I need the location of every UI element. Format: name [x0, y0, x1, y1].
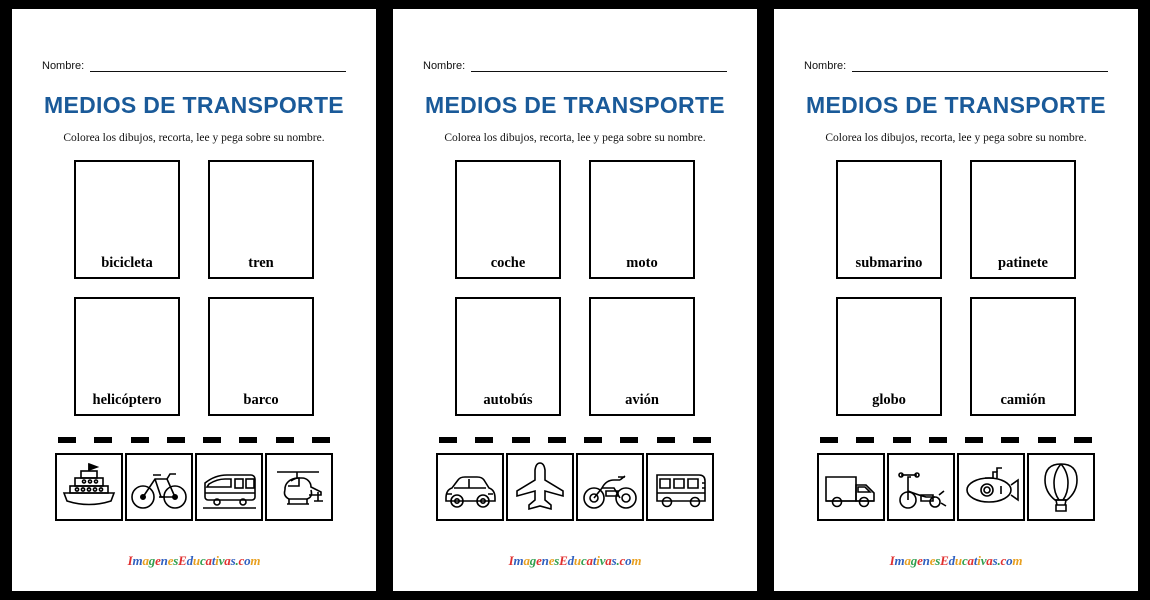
motorcycle-icon[interactable]	[576, 453, 644, 521]
watermark-letter: o	[244, 553, 251, 568]
page-title: MEDIOS DE TRANSPORTE	[806, 92, 1106, 118]
dash-segment	[58, 437, 76, 443]
watermark-letter: c	[238, 553, 245, 568]
dash-segment	[312, 437, 330, 443]
submarine-icon[interactable]	[957, 453, 1025, 521]
watermark-letter: n	[541, 553, 549, 568]
word-card[interactable]	[208, 297, 314, 416]
word-label: submarino	[855, 255, 923, 271]
watermark-letter: a	[904, 553, 911, 568]
watermark-letter: a	[523, 553, 530, 568]
dash-segment	[584, 437, 602, 443]
watermark-letter: a	[224, 553, 231, 568]
watermark-letter: .	[997, 553, 1001, 568]
watermark-letter: s	[554, 553, 560, 568]
word-card[interactable]	[589, 297, 695, 416]
watermark-letter: i	[215, 553, 219, 568]
word-card[interactable]	[836, 160, 942, 279]
helicopter-icon[interactable]	[265, 453, 333, 521]
watermark-letter: m	[894, 553, 905, 568]
name-field-row	[393, 59, 757, 72]
word-label: coche	[490, 255, 526, 271]
watermark-letter: E	[559, 553, 568, 568]
word-label: tren	[248, 255, 274, 271]
word-card[interactable]	[970, 160, 1076, 279]
dash-segment	[1001, 437, 1019, 443]
airplane-icon[interactable]	[506, 453, 574, 521]
word-card[interactable]	[455, 297, 561, 416]
watermark-letter: n	[160, 553, 168, 568]
cutout-picture-strip	[55, 453, 333, 521]
worksheet-page-1	[12, 9, 376, 591]
instructions-text: Colorea los dibujos, recorta, lee y pega sobre su nombre.	[63, 132, 325, 144]
word-card[interactable]	[589, 160, 695, 279]
dash-segment	[820, 437, 838, 443]
word-label: avión	[625, 392, 659, 408]
dash-segment	[965, 437, 983, 443]
word-card[interactable]	[970, 297, 1076, 416]
watermark-letter: u	[954, 553, 962, 568]
truck-icon[interactable]	[817, 453, 885, 521]
word-card[interactable]	[74, 297, 180, 416]
dash-segment	[893, 437, 911, 443]
watermark-letter: u	[192, 553, 200, 568]
watermark-letter: m	[250, 553, 261, 568]
word-label: patinete	[998, 255, 1048, 271]
watermark-letter: a	[967, 553, 974, 568]
name-field-row	[12, 59, 376, 72]
watermark-footer	[12, 553, 376, 569]
watermark-letter: t	[592, 553, 597, 568]
watermark-letter: c	[1000, 553, 1007, 568]
watermark-letter: e	[548, 553, 555, 568]
watermark-letter: I	[508, 553, 514, 568]
word-card-grid	[455, 160, 695, 416]
dash-segment	[239, 437, 257, 443]
dash-segment	[203, 437, 221, 443]
cut-dashed-line	[58, 436, 330, 443]
word-label: moto	[626, 255, 658, 271]
watermark-letter: m	[132, 553, 143, 568]
car-icon[interactable]	[436, 453, 504, 521]
watermark-letter: m	[513, 553, 524, 568]
watermark-letter: I	[127, 553, 133, 568]
cutout-picture-strip	[436, 453, 714, 521]
watermark-letter: g	[148, 553, 156, 568]
hot-air-balloon-icon[interactable]	[1027, 453, 1095, 521]
name-label: Nombre:	[42, 60, 85, 72]
watermark-letter: t	[973, 553, 978, 568]
word-label: camión	[1000, 392, 1046, 408]
watermark-letter: v	[599, 553, 606, 568]
dash-segment	[620, 437, 638, 443]
watermark-letter: s	[935, 553, 941, 568]
bicycle-icon[interactable]	[125, 453, 193, 521]
word-label: bicicleta	[101, 255, 153, 271]
worksheet-page-3	[774, 9, 1138, 591]
watermark-letter: c	[961, 553, 968, 568]
name-write-line[interactable]	[471, 59, 727, 72]
cut-dashed-line	[439, 436, 711, 443]
watermark-letter: i	[977, 553, 981, 568]
watermark-letter: c	[580, 553, 587, 568]
bus-icon[interactable]	[646, 453, 714, 521]
watermark-letter: n	[922, 553, 930, 568]
page-title: MEDIOS DE TRANSPORTE	[425, 92, 725, 118]
ship-icon[interactable]	[55, 453, 123, 521]
dash-segment	[276, 437, 294, 443]
train-icon[interactable]	[195, 453, 263, 521]
dash-segment	[475, 437, 493, 443]
word-card[interactable]	[74, 160, 180, 279]
word-label: globo	[872, 392, 906, 408]
worksheet-page-2	[393, 9, 757, 591]
watermark-letter: E	[940, 553, 949, 568]
watermark-letter: t	[211, 553, 216, 568]
name-label: Nombre:	[804, 60, 847, 72]
word-label: barco	[243, 392, 279, 408]
dash-segment	[1038, 437, 1056, 443]
watermark-letter: c	[199, 553, 206, 568]
watermark-letter: u	[573, 553, 581, 568]
name-write-line[interactable]	[852, 59, 1108, 72]
watermark-letter: s	[992, 553, 998, 568]
word-label: autobús	[483, 392, 533, 408]
page-title: MEDIOS DE TRANSPORTE	[44, 92, 344, 118]
watermark-letter: e	[167, 553, 174, 568]
watermark-letter: o	[1006, 553, 1013, 568]
word-card[interactable]	[836, 297, 942, 416]
watermark-letter: o	[625, 553, 632, 568]
watermark-letter: a	[205, 553, 212, 568]
watermark-letter: m	[1012, 553, 1023, 568]
scooter-icon[interactable]	[887, 453, 955, 521]
name-field-row	[774, 59, 1138, 72]
dash-segment	[512, 437, 530, 443]
instructions-text: Colorea los dibujos, recorta, lee y pega sobre su nombre.	[444, 132, 706, 144]
watermark-letter: d	[186, 553, 193, 568]
watermark-letter: e	[536, 553, 542, 568]
word-card-grid	[74, 160, 314, 416]
word-card[interactable]	[455, 160, 561, 279]
dash-segment	[94, 437, 112, 443]
watermark-letter: s	[173, 553, 179, 568]
watermark-letter: s	[611, 553, 617, 568]
watermark-letter: .	[235, 553, 239, 568]
watermark-letter: E	[178, 553, 187, 568]
watermark-letter: .	[616, 553, 620, 568]
dash-segment	[167, 437, 185, 443]
watermark-letter: v	[980, 553, 987, 568]
word-card[interactable]	[208, 160, 314, 279]
watermark-letter: a	[986, 553, 993, 568]
watermark-letter: s	[230, 553, 236, 568]
watermark-letter: a	[586, 553, 593, 568]
instructions-text: Colorea los dibujos, recorta, lee y pega sobre su nombre.	[825, 132, 1087, 144]
word-label: helicóptero	[92, 392, 162, 408]
watermark-letter: e	[917, 553, 923, 568]
watermark-letter: d	[948, 553, 955, 568]
cut-dashed-line	[820, 436, 1092, 443]
watermark-letter: a	[605, 553, 612, 568]
dash-segment	[856, 437, 874, 443]
cutout-picture-strip	[817, 453, 1095, 521]
word-card-grid	[836, 160, 1076, 416]
dash-segment	[657, 437, 675, 443]
dash-segment	[439, 437, 457, 443]
name-label: Nombre:	[423, 60, 466, 72]
watermark-footer	[393, 553, 757, 569]
watermark-letter: d	[567, 553, 574, 568]
watermark-letter: a	[142, 553, 149, 568]
watermark-letter: m	[631, 553, 642, 568]
watermark-letter: v	[218, 553, 225, 568]
watermark-footer	[774, 553, 1138, 569]
dash-segment	[131, 437, 149, 443]
watermark-letter: c	[619, 553, 626, 568]
dash-segment	[1074, 437, 1092, 443]
name-write-line[interactable]	[90, 59, 346, 72]
watermark-letter: g	[910, 553, 918, 568]
watermark-letter: g	[529, 553, 537, 568]
watermark-letter: I	[889, 553, 895, 568]
watermark-letter: e	[155, 553, 161, 568]
watermark-letter: i	[596, 553, 600, 568]
dash-segment	[693, 437, 711, 443]
watermark-letter: e	[929, 553, 936, 568]
dash-segment	[929, 437, 947, 443]
dash-segment	[548, 437, 566, 443]
